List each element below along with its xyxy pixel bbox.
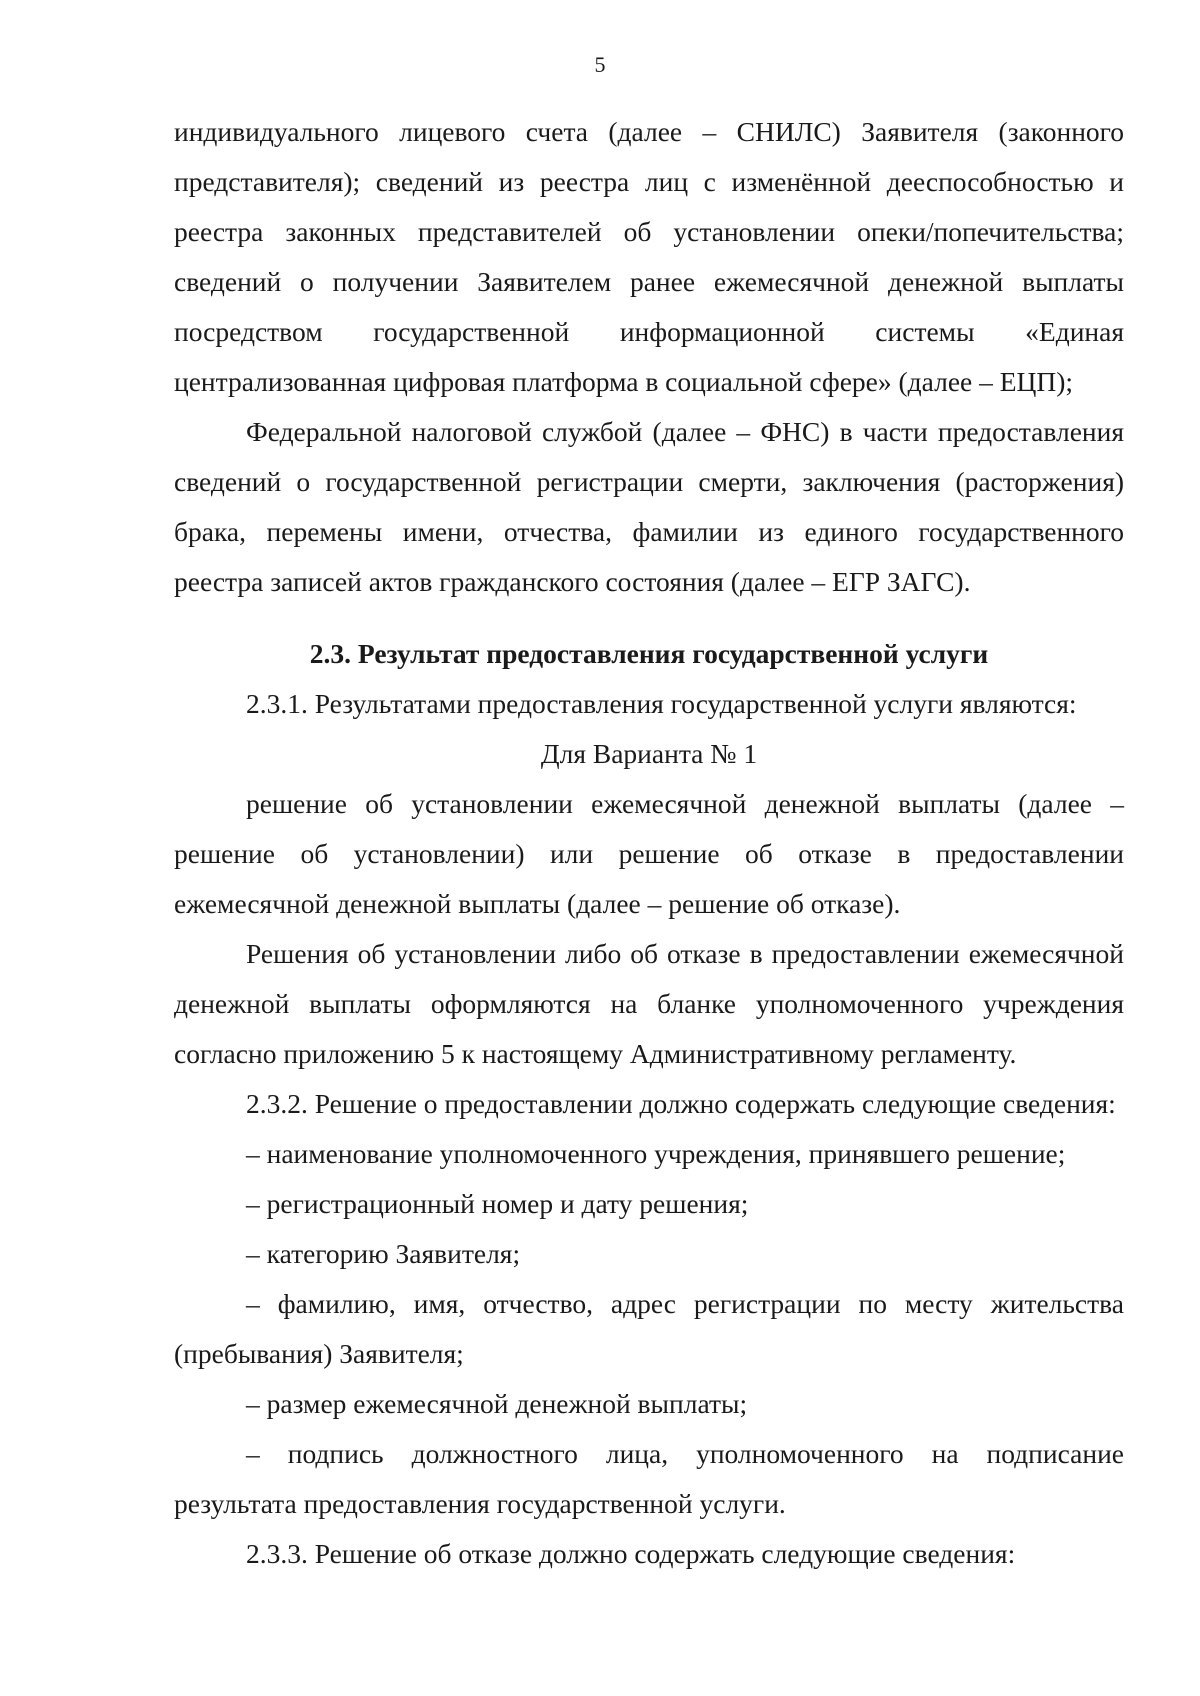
section-heading: 2.3. Результат предоставления государственной услуги <box>309 638 989 669</box>
item-2-3-1: 2.3.1. Результатами предоставления государственной услуги являются: <box>246 688 1077 719</box>
paragraph-snils: индивидуального лицевого счета (далее – СНИЛС) Заявителя (законного представителя); сведений из реестра лиц с изменённой дееспособностью и реестра законных представителей об установлении опеки/попечительства; сведений о получении Заявителем ранее ежемесячной денежной выплаты посредством государственной информационной системы «Единая централизованная цифровая платформа в социальной сфере» (далее – ЕЦП); <box>174 116 1124 397</box>
item-2-3-2: 2.3.2. Решение о предоставлении должно содержать следующие сведения: <box>246 1088 1116 1119</box>
list-item: – наименование уполномоченного учреждения, принявшего решение; <box>246 1138 1066 1169</box>
spacer <box>174 607 1124 629</box>
list-item: – фамилию, имя, отчество, адрес регистрации по месту жительства (пребывания) Заявителя; <box>174 1288 1124 1369</box>
paragraph-fns: Федеральной налоговой службой (далее – ФНС) в части предоставления сведений о государственной регистрации смерти, заключения (расторжения) брака, перемены имени, отчества, фамилии из единого государственного реестра записей актов гражданского состояния (далее – ЕГР ЗАГС). <box>174 416 1124 597</box>
item-2-3-3: 2.3.3. Решение об отказе должно содержать следующие сведения: <box>246 1538 1016 1569</box>
paragraph-decision-form: Решения об установлении либо об отказе в предоставлении ежемесячной денежной выплаты оформляются на бланке уполномоченного учреждения согласно приложению 5 к настоящему Административному регламенту. <box>174 938 1124 1069</box>
list-item: – категорию Заявителя; <box>246 1238 521 1269</box>
list-item: – регистрационный номер и дату решения; <box>246 1188 749 1219</box>
list-item: – размер ежемесячной денежной выплаты; <box>246 1388 748 1419</box>
document-body <box>174 107 1124 1579</box>
list-item: – подпись должностного лица, уполномоченного на подписание результата предоставления государственной услуги. <box>174 1438 1124 1519</box>
paragraph-decision-types: решение об установлении ежемесячной денежной выплаты (далее – решение об установлении) или решение об отказе в предоставлении ежемесячной денежной выплаты (далее – решение об отказе). <box>174 788 1124 919</box>
page-number: 5 <box>594 52 606 77</box>
variant-title: Для Варианта № 1 <box>540 738 758 769</box>
